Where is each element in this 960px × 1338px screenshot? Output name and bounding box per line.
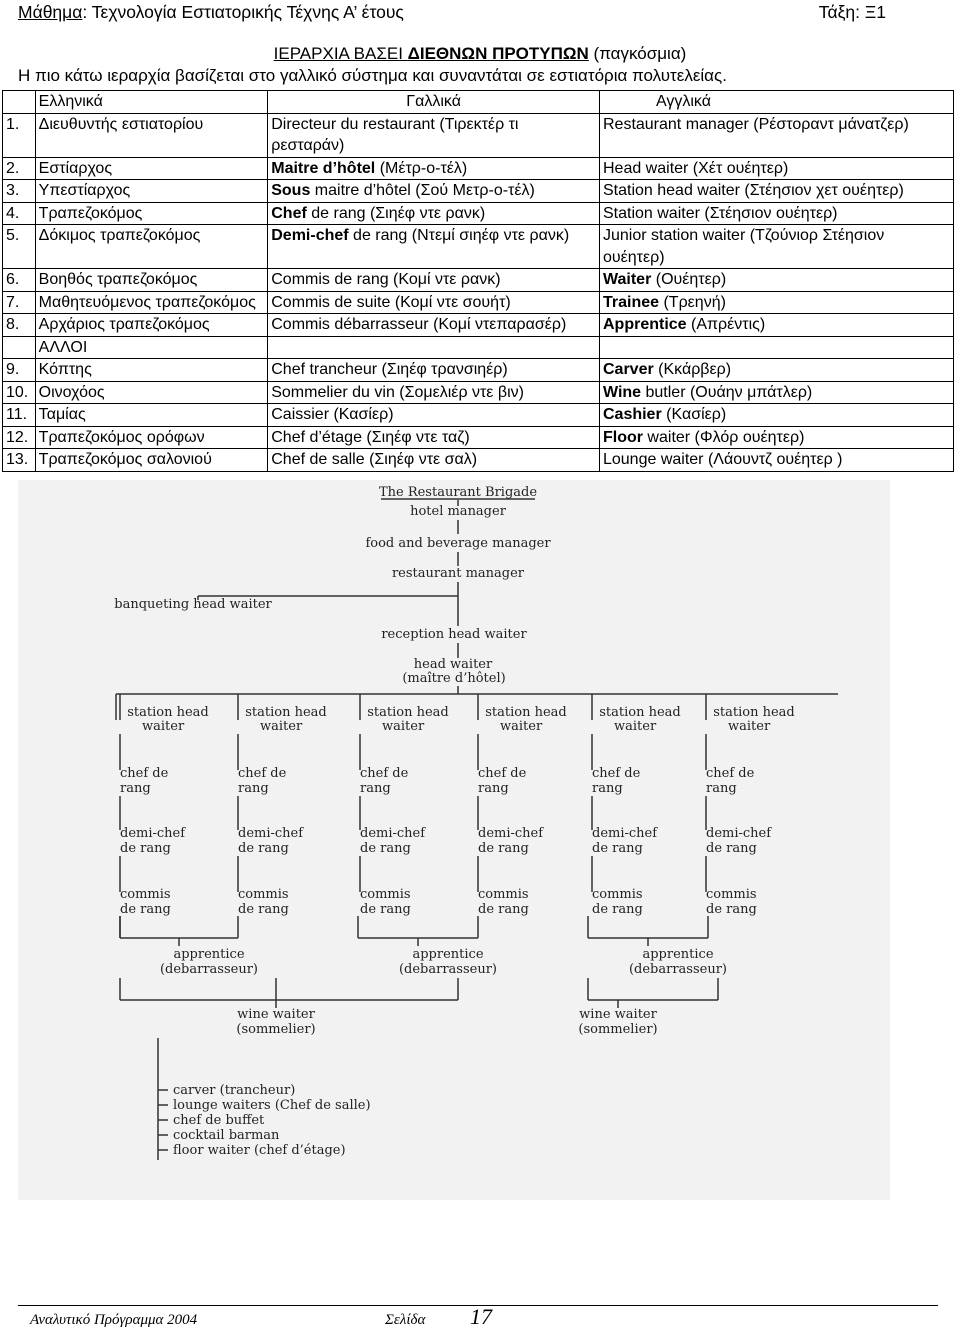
title-part-2: ΔΙΕΘΝΩΝ ΠΡΟΤΥΠΩΝ: [407, 44, 589, 63]
node-station-head-waiter-6: waiter: [728, 719, 771, 734]
row-number: 3.: [3, 180, 36, 203]
english-term-text: (Κκάρβερ): [653, 361, 732, 378]
french-term-text: Caissier (Κασίερ): [271, 406, 394, 423]
node-demi-de-rang-1: de rang: [120, 841, 171, 856]
french-term-text: de rang (Ντεμί σιηέφ ντε ρανκ): [348, 227, 570, 244]
french-term: [268, 381, 600, 404]
table-row: [3, 202, 954, 225]
node-demi-de-rang-4: de rang: [478, 841, 529, 856]
table-row: [3, 269, 954, 292]
node-banqueting-head-waiter: banqueting head waiter: [114, 597, 272, 612]
english-term-bold: Apprentice: [602, 316, 687, 333]
french-term: [268, 180, 600, 203]
node-commis-4: commis: [478, 887, 529, 902]
french-term: [268, 426, 600, 449]
node-rang-1: rang: [120, 781, 151, 796]
greek-term: Εστίαρχος: [35, 157, 268, 180]
class-label: Τάξη: [818, 2, 856, 22]
node-debarrasseur-3: (debarrasseur): [628, 962, 728, 977]
title-part-3: (παγκόσμια): [588, 44, 687, 63]
greek-term: Μαθητευόμενος τραπεζοκόμος: [35, 291, 268, 314]
french-term: [268, 404, 600, 427]
node-apprentice-3: apprentice: [642, 947, 714, 962]
node-demi-chef-3: demi-chef: [360, 826, 426, 841]
table-row: [3, 314, 954, 337]
empty-cell: [268, 336, 600, 359]
english-term-text: (Τρεηνή): [659, 293, 726, 311]
table-row: [3, 180, 954, 203]
english-term: [599, 225, 953, 269]
french-term-bold: Chef: [271, 204, 307, 222]
node-sommelier-1: (sommelier): [236, 1022, 316, 1037]
node-other-3: chef de buffet: [173, 1113, 265, 1128]
row-number: 4.: [3, 202, 36, 225]
row-number: 9.: [3, 359, 36, 382]
french-term-text: Directeur du restaurant (Τιρεκτέρ τι ρεσταράν): [271, 115, 519, 154]
table-header-row: [3, 91, 954, 114]
node-other-4: cocktail barman: [173, 1128, 280, 1143]
node-station-head-2: station head: [245, 705, 327, 720]
node-rang-6: rang: [706, 781, 737, 796]
chart-title: The Restaurant Brigade: [378, 485, 538, 500]
french-term-text: Chef de salle (Σιηέφ ντε σαλ): [271, 451, 478, 468]
node-demi-de-rang-3: de rang: [360, 841, 411, 856]
english-term: [599, 269, 953, 292]
french-term-text: Chef d’étage (Σιηέφ ντε ταζ): [271, 428, 470, 446]
node-demi-chef-6: demi-chef: [706, 826, 772, 841]
french-term-text: Sommelier du vin (Σομελιέρ ντε βιν): [271, 383, 524, 401]
class-value: : Ξ1: [855, 2, 886, 22]
greek-term: Κόπτης: [35, 359, 268, 382]
node-commis-5: commis: [592, 887, 643, 902]
english-term-text: Lounge waiter (Λάουντζ ουέητερ ): [602, 451, 843, 468]
title-part-1: ΙΕΡΑΡΧΙΑ ΒΑΣΕΙ: [273, 44, 408, 63]
english-term: [599, 449, 953, 472]
table-row: [3, 381, 954, 404]
english-term: [599, 404, 953, 427]
node-station-head-waiter-5: waiter: [614, 719, 657, 734]
english-term: [599, 157, 953, 180]
footer-page-number: 17: [470, 1304, 492, 1329]
node-station-head-3: station head: [367, 705, 449, 720]
english-term-text: Restaurant manager (Ρέστοραντ μάνατζερ): [602, 115, 909, 133]
node-apprentice-1: apprentice: [173, 947, 245, 962]
english-term-text: waiter (Φλόρ ουέητερ): [642, 428, 805, 446]
node-chef-de-rang-2: chef de: [238, 766, 287, 781]
english-term: [599, 359, 953, 382]
node-commis-6: commis: [706, 887, 757, 902]
document-title: [0, 44, 960, 64]
others-label: ΑΛΛΟΙ: [35, 336, 268, 359]
node-station-head-5: station head: [599, 705, 681, 720]
french-term-text: Commis débarrasseur (Κομί ντεπαρασέρ): [271, 316, 567, 333]
hierarchy-table-body: [3, 91, 954, 472]
french-term-bold: Demi-chef: [271, 227, 349, 244]
english-term: [599, 113, 953, 157]
table-header-cell: Γαλλικά: [268, 91, 600, 114]
node-other-2: lounge waiters (Chef de salle): [173, 1098, 371, 1113]
node-station-head-4: station head: [485, 705, 567, 720]
node-food-beverage-manager: food and beverage manager: [365, 536, 551, 551]
node-commis-de-rang-4: de rang: [478, 902, 529, 917]
greek-term: Ταμίας: [35, 404, 268, 427]
french-term: [268, 449, 600, 472]
english-term: [599, 426, 953, 449]
restaurant-brigade-chart: [18, 480, 890, 1200]
footer-program: Αναλυτικό Πρόγραμμα 2004: [30, 1312, 198, 1328]
greek-term: Τραπεζοκόμος: [35, 202, 268, 225]
node-rang-4: rang: [478, 781, 509, 796]
class-info: [819, 2, 886, 23]
french-term: [268, 225, 600, 269]
node-hotel-manager: hotel manager: [410, 504, 506, 519]
french-term-bold: Sous: [271, 182, 311, 199]
english-term-text: (Απρέντις): [686, 316, 766, 333]
table-row: [3, 404, 954, 427]
english-term-bold: Waiter: [602, 271, 652, 288]
row-number: 1.: [3, 113, 36, 157]
node-commis-de-rang-6: de rang: [706, 902, 757, 917]
node-reception-head-waiter: reception head waiter: [381, 627, 527, 642]
empty-cell: [599, 336, 953, 359]
french-term: [268, 291, 600, 314]
french-term: [268, 202, 600, 225]
node-debarrasseur-2: (debarrasseur): [398, 962, 498, 977]
english-term: [599, 180, 953, 203]
french-term: [268, 314, 600, 337]
english-term-text: Head waiter (Χέτ ουέητερ): [602, 159, 789, 177]
node-commis-de-rang-3: de rang: [360, 902, 411, 917]
french-term: [268, 157, 600, 180]
brigade-diagram: [18, 480, 890, 1200]
french-term-text: Commis de rang (Κομί ντε ρανκ): [271, 271, 501, 288]
node-wine-waiter-1: wine waiter: [237, 1007, 315, 1022]
node-chef-de-rang-6: chef de: [706, 766, 755, 781]
node-commis-de-rang-2: de rang: [238, 902, 289, 917]
row-number: 5.: [3, 225, 36, 269]
greek-term: Οινοχόος: [35, 381, 268, 404]
row-number: 12.: [3, 426, 36, 449]
node-station-head-waiter-3: waiter: [382, 719, 425, 734]
row-number: 10.: [3, 381, 36, 404]
node-station-head-6: station head: [713, 705, 795, 720]
table-row: [3, 359, 954, 382]
row-number: 7.: [3, 291, 36, 314]
subject: [18, 2, 404, 23]
node-demi-de-rang-6: de rang: [706, 841, 757, 856]
node-station-head-waiter-4: waiter: [500, 719, 543, 734]
table-header-cell: Αγγλικά: [599, 91, 953, 114]
english-term: [599, 314, 953, 337]
french-term: [268, 269, 600, 292]
french-term-bold: Maitre d’hôtel: [271, 159, 376, 177]
node-demi-chef-1: demi-chef: [120, 826, 186, 841]
row-number: 11.: [3, 404, 36, 427]
node-demi-chef-4: demi-chef: [478, 826, 544, 841]
french-term-text: Chef trancheur (Σιηέφ τρανσιηέρ): [271, 361, 508, 378]
table-row: [3, 449, 954, 472]
node-commis-de-rang-5: de rang: [592, 902, 643, 917]
document-subtitle: Η πιο κάτω ιεραρχία βασίζεται στο γαλλικό σύστημα και συναντάται σε εστιατόρια πολυτελείας.: [18, 66, 727, 85]
english-term-text: (Κασίερ): [661, 406, 727, 423]
english-term-bold: Trainee: [602, 293, 660, 311]
subject-label: Μάθημα: [18, 2, 83, 22]
english-term-text: Station waiter (Στέησιον ουέητερ): [602, 204, 838, 222]
node-rang-3: rang: [360, 781, 391, 796]
node-rang-5: rang: [592, 781, 623, 796]
node-commis-de-rang-1: de rang: [120, 902, 171, 917]
english-term: [599, 202, 953, 225]
node-station-head-waiter-2: waiter: [260, 719, 303, 734]
node-chef-de-rang-5: chef de: [592, 766, 641, 781]
node-chef-de-rang-1: chef de: [120, 766, 169, 781]
table-row: [3, 426, 954, 449]
english-term-bold: Floor: [602, 428, 643, 446]
node-wine-waiter-2: wine waiter: [579, 1007, 657, 1022]
english-term: [599, 291, 953, 314]
node-other-5: floor waiter (chef d’étage): [173, 1143, 346, 1158]
french-term: [268, 359, 600, 382]
node-chef-de-rang-4: chef de: [478, 766, 527, 781]
french-term-text: de rang (Σιηέφ ντε ρανκ): [306, 204, 486, 222]
node-demi-chef-2: demi-chef: [238, 826, 304, 841]
english-term-bold: Wine: [602, 383, 642, 401]
table-header-cell: Ελληνικά: [35, 91, 268, 114]
table-row: [3, 291, 954, 314]
row-number: [3, 336, 36, 359]
node-head-waiter: head waiter: [413, 657, 493, 672]
node-station-head-1: station head: [127, 705, 209, 720]
node-apprentice-2: apprentice: [412, 947, 484, 962]
french-term: [268, 113, 600, 157]
table-row: [3, 225, 954, 269]
row-number: 13.: [3, 449, 36, 472]
row-number: 2.: [3, 157, 36, 180]
table-row: [3, 157, 954, 180]
node-demi-de-rang-5: de rang: [592, 841, 643, 856]
greek-term: Βοηθός τραπεζοκόμος: [35, 269, 268, 292]
node-other-1: carver (trancheur): [173, 1083, 296, 1098]
node-rang-2: rang: [238, 781, 269, 796]
node-commis-3: commis: [360, 887, 411, 902]
table-header-cell: [3, 91, 36, 114]
node-maitre-dhotel: (maître d’hôtel): [402, 671, 506, 686]
greek-term: Διευθυντής εστιατορίου: [35, 113, 268, 157]
english-term: [599, 381, 953, 404]
greek-term: Υπεστίαρχος: [35, 180, 268, 203]
node-demi-de-rang-2: de rang: [238, 841, 289, 856]
table-row: [3, 113, 954, 157]
table-row-others: [3, 336, 954, 359]
english-term-text: Junior station waiter (Τζούνιορ Στέησιον ουέητερ): [602, 227, 885, 266]
page-header: [18, 2, 886, 23]
node-sommelier-2: (sommelier): [578, 1022, 658, 1037]
greek-term: Δόκιμος τραπεζοκόμος: [35, 225, 268, 269]
english-term-bold: Cashier: [602, 406, 662, 423]
english-term-bold: Carver: [602, 361, 654, 378]
node-station-head-waiter-1: waiter: [142, 719, 185, 734]
row-number: 8.: [3, 314, 36, 337]
greek-term: Αρχάριος τραπεζοκόμος: [35, 314, 268, 337]
english-term-text: (Ουέητερ): [651, 271, 727, 288]
french-term-text: (Μέτρ-ο-τέλ): [375, 159, 468, 177]
row-number: 6.: [3, 269, 36, 292]
node-demi-chef-5: demi-chef: [592, 826, 658, 841]
english-term-text: Station head waiter (Στέησιον χετ ουέητερ): [602, 182, 904, 199]
node-commis-2: commis: [238, 887, 289, 902]
footer-page-label: Σελίδα: [385, 1312, 426, 1328]
node-chef-de-rang-3: chef de: [360, 766, 409, 781]
french-term-text: maitre d’hôtel (Σού Μετρ-ο-τέλ): [310, 182, 535, 199]
node-restaurant-manager: restaurant manager: [391, 566, 525, 581]
greek-term: Τραπεζοκόμος ορόφων: [35, 426, 268, 449]
greek-term: Τραπεζοκόμος σαλονιού: [35, 449, 268, 472]
french-term-text: Commis de suite (Κομί ντε σουήτ): [271, 293, 511, 311]
subject-text: : Τεχνολογία Εστιατορικής Τέχνης Α’ έτους: [82, 2, 404, 22]
hierarchy-table: [2, 90, 954, 472]
node-debarrasseur-1: (debarrasseur): [159, 962, 259, 977]
node-commis-1: commis: [120, 887, 171, 902]
english-term-text: butler (Ουάην μπάτλερ): [641, 383, 813, 401]
